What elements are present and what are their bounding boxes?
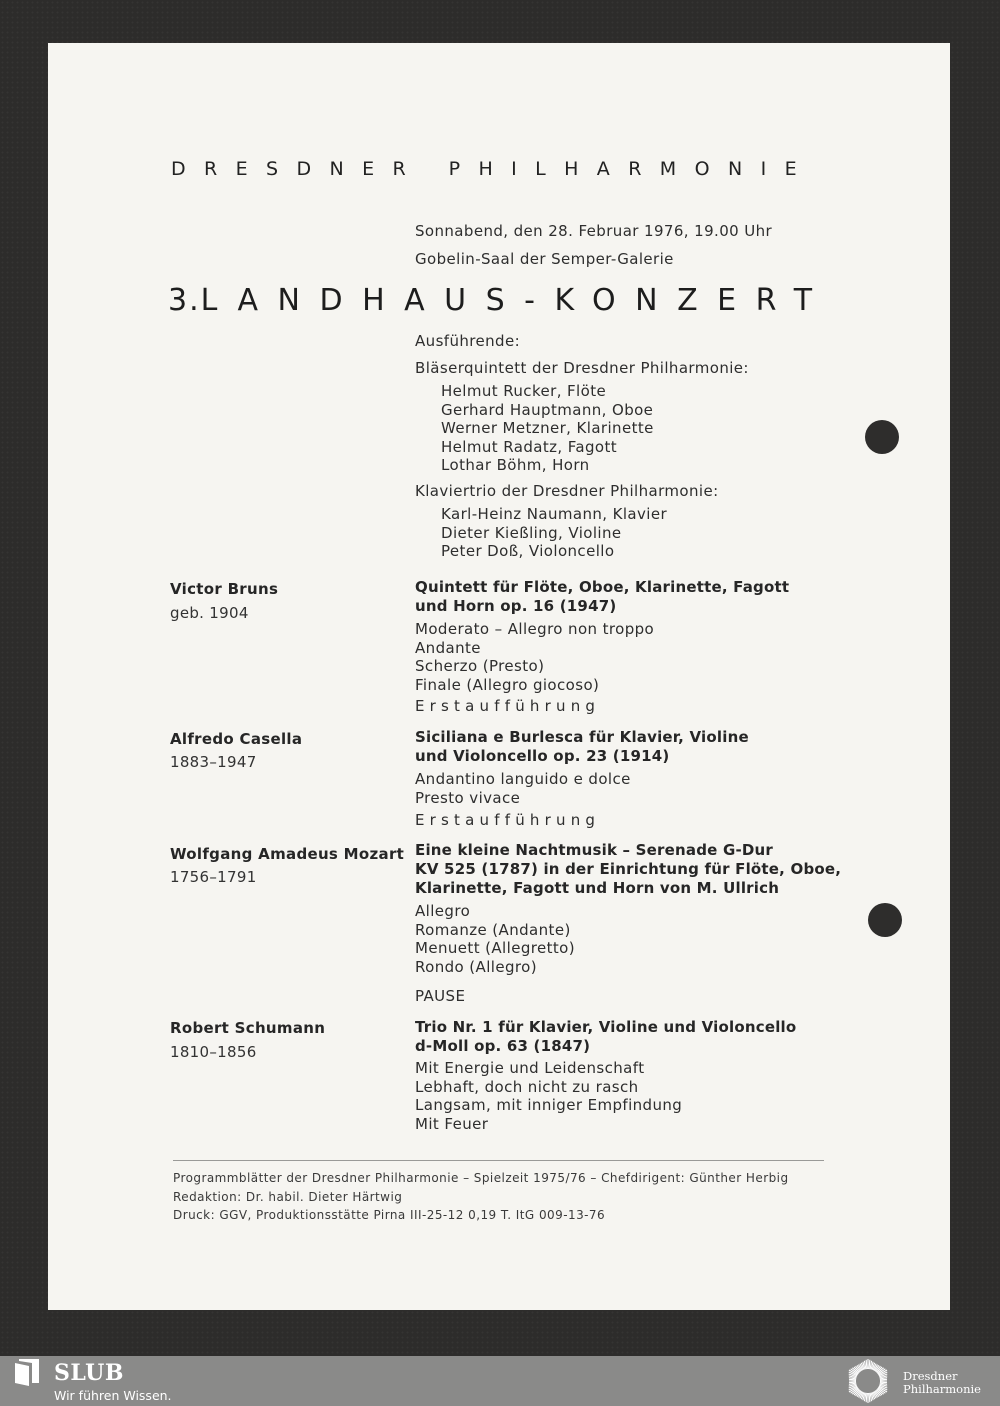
movement-list xyxy=(415,902,575,976)
philharmonie-name-line: Dresdner xyxy=(903,1369,958,1383)
composer-years: 1883–1947 xyxy=(170,753,257,771)
performer: Dieter Kießling, Violine xyxy=(441,523,622,542)
work-title-line: KV 525 (1787) in der Einrichtung für Flöte, Oboe, xyxy=(415,860,842,878)
movement: Moderato – Allegro non troppo xyxy=(415,620,655,638)
philharmonie-sunburst-icon xyxy=(842,1357,894,1405)
movement: Mit Energie und Leidenschaft xyxy=(415,1059,645,1077)
composer-name: Alfredo Casella xyxy=(170,730,303,748)
movement: Andante xyxy=(415,638,481,657)
ensemble-wind-quintet: Bläserquintett der Dresdner Philharmonie: xyxy=(415,359,749,377)
work-title-line: und Violoncello op. 23 (1914) xyxy=(415,747,670,765)
ensemble-piano-trio: Klaviertrio der Dresdner Philharmonie: xyxy=(415,482,719,500)
performer: Peter Doß, Violoncello xyxy=(441,542,615,560)
work-title-line: d-Moll op. 63 (1847) xyxy=(415,1037,591,1055)
work-title-line: Siciliana e Burlesca für Klavier, Violine xyxy=(415,728,749,746)
sunburst-ray xyxy=(869,1393,870,1402)
movement: Rondo (Allegro) xyxy=(415,957,537,976)
footer-program-info: Programmblätter der Dresdner Philharmonie – Spielzeit 1975/76 – Chefdirigent: Günther Herbig xyxy=(173,1171,789,1185)
movement: Allegro xyxy=(415,902,471,920)
movement: Romanze (Andante) xyxy=(415,920,571,939)
premiere-note: Erstaufführung xyxy=(415,811,601,829)
performer: Karl-Heinz Naumann, Klavier xyxy=(441,505,668,523)
work-title-line: Eine kleine Nachtmusik – Serenade G-Dur xyxy=(415,841,774,859)
work-title xyxy=(415,578,789,616)
slub-tagline: Wir führen Wissen. xyxy=(54,1388,172,1403)
footer-editor: Redaktion: Dr. habil. Dieter Härtwig xyxy=(173,1190,403,1204)
movement: Scherzo (Presto) xyxy=(415,657,545,675)
intermission: PAUSE xyxy=(415,987,466,1005)
organization-title: DRESDNER PHILHARMONIE xyxy=(171,158,815,180)
performers-label: Ausführende: xyxy=(415,332,521,350)
concert-venue: Gobelin-Saal der Semper-Galerie xyxy=(415,250,674,268)
movement-list xyxy=(415,620,654,694)
movement-list xyxy=(415,770,631,807)
sunburst-ray xyxy=(849,1382,856,1383)
concert-title xyxy=(168,283,832,318)
work-title-line: und Horn op. 16 (1947) xyxy=(415,597,617,615)
premiere-note: Erstaufführung xyxy=(415,697,601,715)
punch-hole xyxy=(865,420,899,454)
movement: Lebhaft, doch nicht zu rasch xyxy=(415,1077,639,1096)
work-title xyxy=(415,1018,796,1056)
movement: Langsam, mit inniger Empfindung xyxy=(415,1096,683,1114)
movement-list xyxy=(415,1059,682,1133)
composer-name: Robert Schumann xyxy=(170,1019,326,1037)
composer-years: geb. 1904 xyxy=(170,604,249,622)
ensemble-piano-trio-members xyxy=(415,505,667,561)
composer-years: 1810–1856 xyxy=(170,1043,257,1061)
work-title-line: Quintett für Flöte, Oboe, Klarinette, Fagott xyxy=(415,578,790,596)
punch-hole xyxy=(868,903,902,937)
composer-name: Wolfgang Amadeus Mozart xyxy=(170,845,405,863)
performer: Helmut Radatz, Fagott xyxy=(441,437,618,456)
concert-date-time: Sonnabend, den 28. Februar 1976, 19.00 Uhr xyxy=(415,222,773,240)
footer-printer: Druck: GGV, Produktionsstätte Pirna III-25-12 0,19 T. ItG 009-13-76 xyxy=(173,1208,606,1222)
concert-number: 3. xyxy=(168,283,201,318)
performer: Gerhard Hauptmann, Oboe xyxy=(441,400,654,419)
ensemble-wind-quintet-members xyxy=(415,382,654,475)
work-title-line: Klarinette, Fagott und Horn von M. Ullrich xyxy=(415,879,780,897)
sunburst-ray xyxy=(880,1382,887,1383)
composer-years: 1756–1791 xyxy=(170,868,257,886)
concert-name: LANDHAUS-KONZERT xyxy=(200,283,832,318)
sunburst-ray xyxy=(866,1393,867,1402)
slub-book-icon xyxy=(13,1358,41,1386)
performer: Werner Metzner, Klarinette xyxy=(441,419,654,437)
movement: Presto vivace xyxy=(415,788,521,807)
sunburst-ray xyxy=(869,1360,870,1369)
performer: Helmut Rucker, Flöte xyxy=(441,382,607,400)
movement: Andantino languido e dolce xyxy=(415,770,631,788)
movement: Menuett (Allegretto) xyxy=(415,939,575,957)
composer-name: Victor Bruns xyxy=(170,580,279,598)
sunburst-ray xyxy=(849,1379,856,1380)
philharmonie-name-line: Philharmonie xyxy=(903,1382,981,1396)
sunburst-ray xyxy=(880,1379,887,1380)
footer-divider xyxy=(173,1160,824,1161)
sunburst-ray xyxy=(866,1360,867,1369)
work-title xyxy=(415,728,749,766)
movement: Finale (Allegro giocoso) xyxy=(415,675,600,694)
performer: Lothar Böhm, Horn xyxy=(441,456,590,474)
work-title xyxy=(415,841,841,898)
philharmonie-logo-text[interactable] xyxy=(903,1370,1000,1396)
work-title-line: Trio Nr. 1 für Klavier, Violine und Violoncello xyxy=(415,1018,797,1036)
movement: Mit Feuer xyxy=(415,1114,489,1133)
slub-logo-text[interactable]: SLUB xyxy=(54,1360,124,1386)
